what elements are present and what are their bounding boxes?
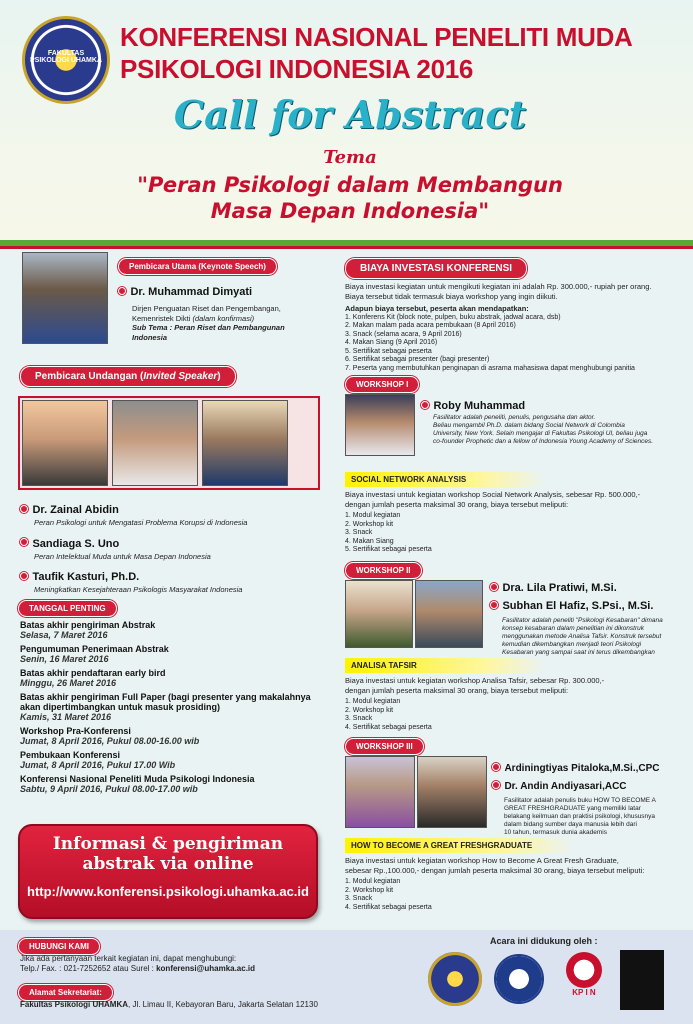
bullet-icon xyxy=(492,781,500,789)
keynote-info xyxy=(118,282,318,342)
date-item: Batas akhir pengiriman Abstrak Selasa, 7 Maret 2016 xyxy=(20,620,156,640)
ws1-pill: WORKSHOP I xyxy=(345,374,419,393)
bullet-icon xyxy=(492,763,500,771)
call-for-abstract: Call for Abstract xyxy=(173,92,527,137)
date-item: Konferensi Nasional Peneliti Muda Psikologi Indonesia Sabtu, 9 April 2016, Pukul 08.00-17.00 wib xyxy=(20,774,255,794)
email-link[interactable]: konferensi@uhamka.ac.id xyxy=(156,964,256,973)
keynote-name: Dr. Muhammad Dimyati xyxy=(130,286,253,298)
ws2-pill: WORKSHOP II xyxy=(345,560,422,579)
bullet-icon xyxy=(20,505,28,513)
speaker-1: Dr. Zainal Abidin Peran Psikologi untuk Mengatasi Problema Korupsi di Indonesia xyxy=(20,500,320,528)
speaker-3: Taufik Kasturi, Ph.D. Meningkatkan Kesejahteraan Psikologis Masyarakat Indonesia xyxy=(20,567,320,595)
ws2-desc: Biaya investasi untuk kegiatan workshop Analisa Tafsir, sebesar Rp. 300.000,- dengan jumlah peserta maksimal 30 orang, biaya tersebut meliputi: 1. Modul kegiatan 2. Workshop kit 3. Snack 4. Sertifikat sebagai peserta xyxy=(345,676,605,731)
bullet-icon xyxy=(20,538,28,546)
biaya-list: 1. Konferens Kit (block note, pulpen, buku abstrak, jadwal acara, dsb) 2. Makan malam pada acara pembukaan (8 April 2016) 3. Snack (selama acara, 9 April 2016) 4. Makan Siang (9 April 2016) 5. Sertifikat sebagai peserta 6. Sertifikat sebagai presenter (bagi presenter) 7. Peserta yang membutuhkan penginapan di asrama mahasiswa dapat menghubungi panitia xyxy=(345,313,635,372)
ws2-info: Dra. Lila Pratiwi, M.Si. Subhan El Hafiz, S.Psi., M.Si. Fasilitator adalah peneliti "Psikologi Kesabaran" dimana konsep kesabaran dalam penelitian ini dikonstruk menggunakan metode Analisa Tafsir. Konstruk tersebut kemudian dikembangkan menjadi teori Psikologi Kesabaran yang sampai saat ini terus dikembangkan xyxy=(490,578,690,657)
kpin-logo: KP I N xyxy=(562,952,606,1008)
keynote-pill: Pembicara Utama (Keynote Speech) xyxy=(118,256,277,275)
ws3-info: Ardiningtiyas Pitaloka,M.Si.,CPC Dr. Andin Andiyasari,ACC Fasilitator adalah penulis buku HOW TO BECOME A GREAT FRESHGRADUATE yang memiliki latar belakang keilmuan dan praktisi psikologi, khususnya dalam bidang sumber daya manusia lebih dari 10 tahun, termasuk dunia akademis xyxy=(492,758,692,837)
ws1-photo xyxy=(345,394,415,456)
ws2-topic: ANALISA TAFSIR xyxy=(345,658,545,673)
info-line-1: Informasi & pengiriman xyxy=(52,834,284,854)
bullet-icon xyxy=(490,583,498,591)
keynote-role-1: Dirjen Penguatan Riset dan Pengembangan, xyxy=(132,304,281,313)
ws2-photo-1 xyxy=(345,580,413,648)
invited-pill: Pembicara Undangan (Invited Speaker) xyxy=(20,366,236,387)
address-pill: Alamat Sekretariat: xyxy=(18,982,113,1001)
date-item: Pembukaan Konferensi Jumat, 8 April 2016, Pukul 17.00 Wib xyxy=(20,750,176,770)
biaya-pill: BIAYA INVESTASI KONFERENSI xyxy=(345,258,527,279)
invited-list xyxy=(20,500,320,595)
logo-text: FAKULTAS PSIKOLOGI UHAMKA xyxy=(30,50,102,64)
ws3-pill: WORKSHOP III xyxy=(345,736,424,755)
ws3-photo-2 xyxy=(417,756,487,828)
address-text: Fakultas Psikologi UHAMKA, Jl. Limau II, Kebayoran Baru, Jakarta Selatan 12130 xyxy=(20,1000,318,1009)
date-item: Workshop Pra-Konferensi Jumat, 8 April 2016, Pukul 08.00-16.00 wib xyxy=(20,726,200,746)
keynote-subtema: Sub Tema : Peran Riset dan Pembangunan Indonesia xyxy=(132,323,285,342)
ws3-photo-1 xyxy=(345,756,415,828)
bullet-icon xyxy=(421,401,429,409)
date-item: Pengumuman Penerimaan Abstrak Senin, 16 Maret 2016 xyxy=(20,644,169,664)
theme-text xyxy=(60,172,640,224)
contact-pill: HUBUNGI KAMI xyxy=(18,936,100,955)
ws1-topic: SOCIAL NETWORK ANALYSIS xyxy=(345,472,545,487)
bullet-icon xyxy=(118,287,126,295)
info-url[interactable]: http://www.konferensi.psikologi.uhamka.ac.id xyxy=(27,884,309,899)
biaya-text: Biaya investasi kegiatan untuk mengikuti kegiatan ini adalah Rp. 300.000,- rupiah per orang. Biaya tersebut tidak termasuk biaya workshop yang ingin diikuti. Adapun biaya tersebut, peserta akan mendapatkan: 1. Konferens Kit (block note, pulpen, buku abstrak, jadwal acara, dsb) 2. Makan malam pada acara pembukaan (8 April 2016) 3. Snack (selama acara, 9 April 2016) 4. Makan Siang (9 April 2016) 5. Sertifikat sebagai peserta 6. Sertifikat sebagai presenter (bagi presenter) 7. Peserta yang membutuhkan penginapan di asrama mahasiswa dapat menghubungi panitia xyxy=(345,282,685,373)
ws1-info: Roby Muhammad Fasilitator adalah peneliti, penulis, pengusaha dan aktor. Beliau mengambil Ph.D. dalam bidang Social Network di Colombia University, New York. Selain mengajar di Fakultas Psikologi UI, beliau juga co-founder Prophetic dan a fellow of Indonesia Young Academy of Sciences. xyxy=(421,396,691,446)
date-item: Batas akhir pendaftaran early bird Minggu, 26 Maret 2016 xyxy=(20,668,166,688)
theme-line-2: Masa Depan Indonesia" xyxy=(210,199,490,223)
speaker-photo-3 xyxy=(202,400,288,486)
speaker-2: Sandiaga S. Uno Peran Intelektual Muda untuk Masa Depan Indonesia xyxy=(20,534,320,562)
speaker-photo-1 xyxy=(22,400,108,486)
keynote-photo xyxy=(22,252,108,344)
info-line-2: abstrak via online xyxy=(82,854,254,874)
date-item: Batas akhir pengiriman Full Paper (bagi presenter yang makalahnya akan dipertimbangkan untuk masuk prosiding) Kamis, 31 Maret 2016 xyxy=(20,692,311,722)
bullet-icon xyxy=(490,601,498,609)
title-line-2: PSIKOLOGI INDONESIA 2016 xyxy=(120,54,474,84)
speaker-photo-2 xyxy=(112,400,198,486)
ws3-topic: HOW TO BECOME A GREAT FRESHGRADUATE xyxy=(345,838,575,853)
tema-label: Tema xyxy=(323,147,377,168)
red-ribbon xyxy=(0,246,693,249)
theme-line-1: "Peran Psikologi dalam Membangun xyxy=(137,173,563,197)
ws2-photo-2 xyxy=(415,580,483,648)
ws3-desc: Biaya investasi untuk kegiatan workshop How to Become A Great Fresh Graduate, sebesar Rp.,100.000,- dengan jumlah peserta maksimal 30 orang, biaya tersebut meliputi: 1. Modul kegiatan 2. Workshop kit 3. Snack 4. Sertifikat sebagai peserta xyxy=(345,856,645,911)
keynote-role-2: Kemenristek Dikti (dalam konfirmasi) xyxy=(132,313,255,323)
dates-pill: TANGGAL PENTING xyxy=(18,598,117,617)
himpsi-logo xyxy=(494,954,544,1004)
title-line-1: KONFERENSI NASIONAL PENELITI MUDA xyxy=(120,22,633,52)
dates-list xyxy=(20,620,320,798)
ipsi-logo xyxy=(620,950,664,1010)
uhamka-logo xyxy=(428,952,482,1006)
info-box xyxy=(18,824,318,919)
support-label: Acara ini didukung oleh : xyxy=(490,936,598,946)
ws1-desc: Biaya investasi untuk kegiatan workshop Social Network Analysis, sebesar Rp. 500.000,- dengan jumlah peserta maksimal 30 orang, biaya tersebut meliputi: 1. Modul kegiatan 2. Workshop kit 3. Snack 4. Makan Siang 5. Sertifikat sebagai peserta xyxy=(345,490,641,553)
contact-text: Jika ada pertanyaan terkait kegiatan ini, dapat menghubungi: Telp./ Fax. : 021-7252652 atau Surel : konferensi@uhamka.ac.id xyxy=(20,954,256,973)
bullet-icon xyxy=(20,572,28,580)
